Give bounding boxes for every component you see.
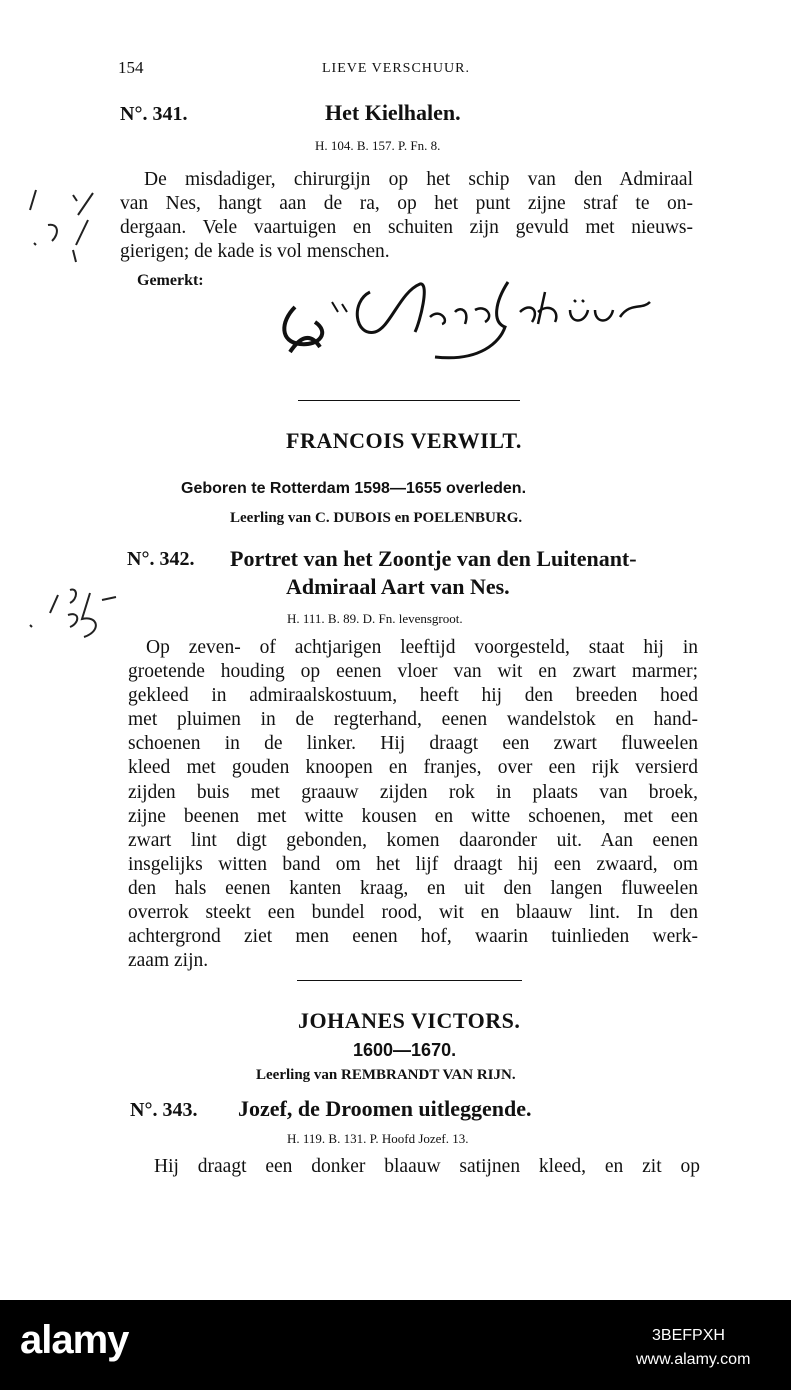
- image-id: 3BEFPXH: [652, 1327, 725, 1344]
- text-line: groetende houding op eenen vloer van wit en zwart marmer;: [128, 661, 698, 683]
- entry-343-meta: H. 119. B. 131. P. Hoofd Jozef. 13.: [287, 1131, 469, 1146]
- entry-341-meta: H. 104. B. 157. P. Fn. 8.: [315, 138, 441, 153]
- signed-label: Gemerkt:: [137, 272, 204, 289]
- text-line: insgelijks witten band om het lijf draagt hij een zwaard, om: [128, 853, 698, 875]
- artist-pupil-line: Leerling van C. DUBOIS en POELENBURG.: [230, 510, 523, 526]
- entry-342-title-line1: Portret van het Zoontje van den Luitenant-: [230, 546, 637, 571]
- entry-342-meta: H. 111. B. 89. D. Fn. levensgroot.: [287, 611, 463, 626]
- text-line: Hij draagt een donker blaauw satijnen kleed, en zit op: [154, 1156, 700, 1177]
- margin-pencil-marks: [18, 185, 113, 275]
- text-line: schoenen in de linker. Hij draagt een zwart fluweelen: [128, 733, 698, 755]
- section-divider: [298, 400, 520, 401]
- artist-pupil-line: Leerling van REMBRANDT VAN RIJN.: [256, 1067, 516, 1083]
- entry-343-title: Jozef, de Droomen uitleggende.: [238, 1096, 532, 1121]
- entry-341-description: [120, 168, 693, 264]
- artist-dates: 1600—1670.: [353, 1040, 457, 1060]
- text-line: met pluimen in de regterhand, eenen wandelstok en hand-: [128, 709, 698, 731]
- entry-342-number: N°. 342.: [127, 548, 195, 570]
- entry-342-description: [128, 636, 698, 973]
- entry-341-number: N°. 341.: [120, 103, 188, 125]
- running-title: LIEVE VERSCHUUR.: [322, 61, 470, 76]
- text-line: overrok steekt een bundel rood, wit en blaauw lint. In den: [128, 902, 698, 924]
- alamy-logo: alamy: [20, 1318, 129, 1362]
- text-line: gekleed in admiraalskostuum, heeft hij den breeden hoed: [128, 685, 698, 707]
- artist-name: FRANCOIS VERWILT.: [286, 428, 522, 453]
- text-line: Op zeven- of achtjarigen leeftijd voorgesteld, staat hij in: [146, 637, 698, 658]
- text-line: De misdadiger, chirurgijn op het schip van den Admiraal: [144, 169, 693, 190]
- text-line: dergaan. Vele vaartuigen en schuiten zijn gevuld met nieuws-: [120, 217, 693, 239]
- entry-342-title-line2: Admiraal Aart van Nes.: [286, 574, 510, 599]
- page-number: 154: [118, 58, 144, 77]
- entry-341-title: Het Kielhalen.: [325, 100, 461, 125]
- text-line: den hals eenen kanten kraag, en uit den langen fluweelen: [128, 877, 698, 899]
- text-line: gierigen; de kade is vol menschen.: [120, 241, 390, 263]
- entry-343-number: N°. 343.: [130, 1099, 198, 1121]
- signature-image: [270, 262, 660, 372]
- text-line: van Nes, hangt aan de ra, op het punt zijne straf te on-: [120, 193, 693, 215]
- footer-url: www.alamy.com: [636, 1351, 751, 1368]
- text-line: zwart lint digt gebonden, komen daaronder uit. Aan eenen: [128, 829, 698, 851]
- entry-343-description: [154, 1155, 700, 1179]
- text-line: achtergrond ziet men eenen hof, waarin tuinlieden werk-: [128, 926, 698, 948]
- section-divider: [297, 980, 522, 981]
- text-line: zaam zijn.: [128, 950, 209, 972]
- artist-name: JOHANES VICTORS.: [298, 1008, 521, 1033]
- text-line: zijne beenen met witte kousen en witte schoenen, met een: [128, 805, 698, 827]
- text-line: kleed met gouden knoopen en franjes, over een rijk versierd: [128, 757, 698, 779]
- text-line: zijden buis met graauw zijden rok in plaats van broek,: [128, 781, 698, 803]
- artist-birth-line: Geboren te Rotterdam 1598—1655 overleden.: [181, 480, 527, 497]
- margin-pencil-marks: [18, 585, 128, 655]
